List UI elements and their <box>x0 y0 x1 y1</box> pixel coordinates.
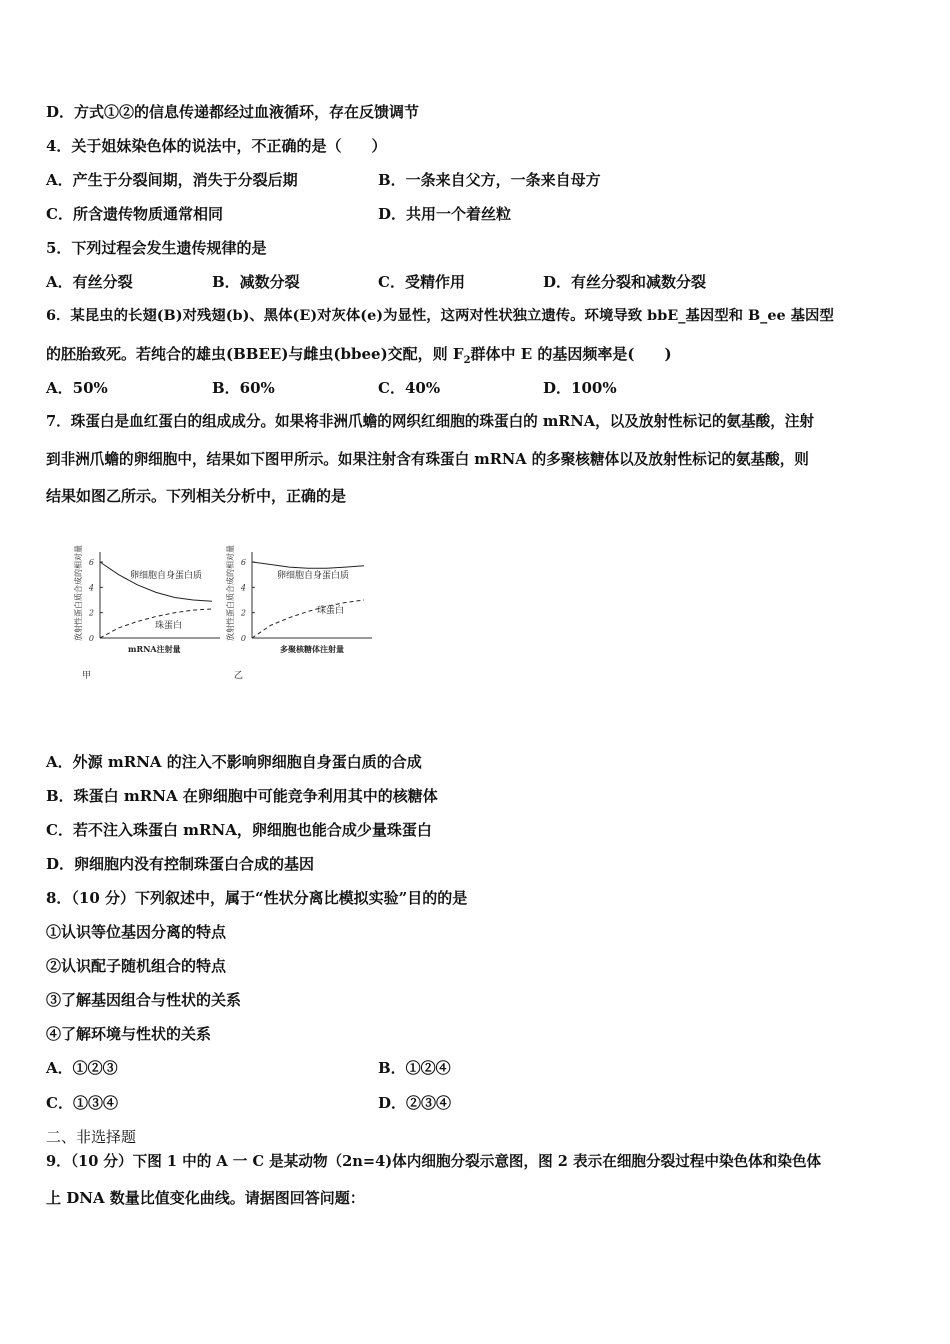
chart-2-tick-label: 0 <box>240 634 246 643</box>
chart-2-tick-label: 4 <box>240 583 246 593</box>
q6-stem-line2-text: 的胚胎致死。若纯合的雄虫(BBEE)与雌虫(bbee)交配，则 F <box>46 345 464 363</box>
q9-stem-line1: 9．（10 分）下图 1 中的 A 一 C 是某动物（2n=4)体内细胞分裂示意图，图 2 表示在细胞分裂过程中染色体和染色体 <box>46 1153 822 1170</box>
chart-2-xlabel: 多聚核糖体注射量 <box>280 644 344 654</box>
chart-2-series-line <box>252 600 364 638</box>
chart-1-tick-label: 0 <box>88 634 94 643</box>
q8-item-2: ②认识配子随机组合的特点 <box>46 957 227 975</box>
chart-2-tick-label: 2 <box>240 608 246 618</box>
chart-1-tick-label: 2 <box>88 608 94 618</box>
q7-stem-line3: 结果如图乙所示。下列相关分析中，正确的是 <box>46 487 347 505</box>
chart-1-tick-label: 6 <box>88 558 94 567</box>
section-title: 二、非选择题 <box>46 1128 137 1146</box>
q9-stem-line2: 上 DNA 数量比值变化曲线。请据图回答问题： <box>46 1189 365 1207</box>
chart-1-series-label: 卵细胞自身蛋白质 <box>130 571 203 581</box>
q7-option-b: B．珠蛋白 mRNA 在卵细胞中可能竞争利用其中的核糖体 <box>46 787 438 805</box>
chart-1-ylabel: 放射性蛋白质合成的相对量 <box>74 545 83 641</box>
q5-option-d: D．有丝分裂和减数分裂 <box>543 273 707 291</box>
chart-2-title: 乙 <box>234 671 244 680</box>
q6-subscript: 2 <box>463 355 471 366</box>
q8-stem: 8．（10 分）下列叙述中，属于“性状分离比模拟实验”目的的是 <box>46 889 468 907</box>
chart-1-title: 甲 <box>82 671 92 680</box>
q6-stem-line2-text-end: 群体中 E 的基因频率是( ) <box>470 345 672 363</box>
chart-2-series-label: 珠蛋白 <box>317 606 345 616</box>
chart-1-tick-label: 4 <box>88 583 94 593</box>
q8-option-a: A．①②③ <box>46 1059 118 1077</box>
q6-option-c: C．40% <box>378 379 441 397</box>
q7-option-d: D．卵细胞内没有控制珠蛋白合成的基因 <box>46 855 315 873</box>
q8-item-4: ④了解环境与性状的关系 <box>46 1025 212 1043</box>
q4-option-a: A．产生于分裂间期，消失于分裂后期 <box>46 171 298 189</box>
q8-option-c: C．①③④ <box>46 1094 118 1112</box>
q6-stem-line1: 6．某昆虫的长翅(B)对残翅(b)、黑体(E)对灰体(e)为显性，这两对性状独立遗传。环境导致 bbE_基因型和 B_ee 基因型 <box>46 307 834 324</box>
q4-option-d: D．共用一个着丝粒 <box>378 205 512 223</box>
chart-1-series-label: 珠蛋白 <box>155 621 183 631</box>
q8-option-d: D．②③④ <box>378 1094 452 1112</box>
q7-option-c: C．若不注入珠蛋白 mRNA，卵细胞也能合成少量珠蛋白 <box>46 821 432 839</box>
chart-1-xlabel: mRNA注射量 <box>128 644 181 654</box>
q5-stem: 5．下列过程会发生遗传规律的是 <box>46 239 267 257</box>
q5-option-c: C．受精作用 <box>378 273 465 291</box>
chart-1-series-line <box>100 562 212 601</box>
q3-option-d: D．方式①②的信息传递都经过血液循环，存在反馈调节 <box>46 103 420 121</box>
q7-option-a: A．外源 mRNA 的注入不影响卵细胞自身蛋白质的合成 <box>46 753 422 771</box>
q6-option-a: A．50% <box>46 379 108 397</box>
q4-option-c: C．所含遗传物质通常相同 <box>46 205 223 223</box>
q5-option-a: A．有丝分裂 <box>46 273 133 291</box>
q6-option-b: B．60% <box>212 379 275 397</box>
q4-option-b: B．一条来自父方，一条来自母方 <box>378 171 601 189</box>
q8-option-b: B．①②④ <box>378 1059 451 1077</box>
chart-2-ylabel: 放射性蛋白质合成的相对量 <box>226 545 235 641</box>
q6-stem-line2 <box>46 344 672 371</box>
q8-item-3: ③了解基因组合与性状的关系 <box>46 991 242 1009</box>
q7-stem-line2: 到非洲爪蟾的卵细胞中，结果如下图甲所示。如果注射含有珠蛋白 mRNA 的多聚核糖体以及放射性标记的氨基酸，则 <box>46 451 809 468</box>
q7-stem-line1: 7．珠蛋白是血红蛋白的组成成分。如果将非洲爪蟾的网织红细胞的珠蛋白的 mRNA，以及放射性标记的氨基酸，注射 <box>46 413 814 430</box>
q8-item-1: ①认识等位基因分离的特点 <box>46 923 227 941</box>
chart-2-tick-label: 6 <box>240 558 246 567</box>
chart-2-series-line <box>252 562 364 568</box>
q4-stem: 4．关于姐妹染色体的说法中，不正确的是（ ） <box>46 137 387 155</box>
chart-2-series-label: 卵细胞自身蛋白质 <box>277 571 350 581</box>
q7-figure-svg <box>70 530 380 680</box>
q6-option-d: D．100% <box>543 379 617 397</box>
q5-option-b: B．减数分裂 <box>212 273 300 291</box>
q7-figure <box>70 530 380 680</box>
